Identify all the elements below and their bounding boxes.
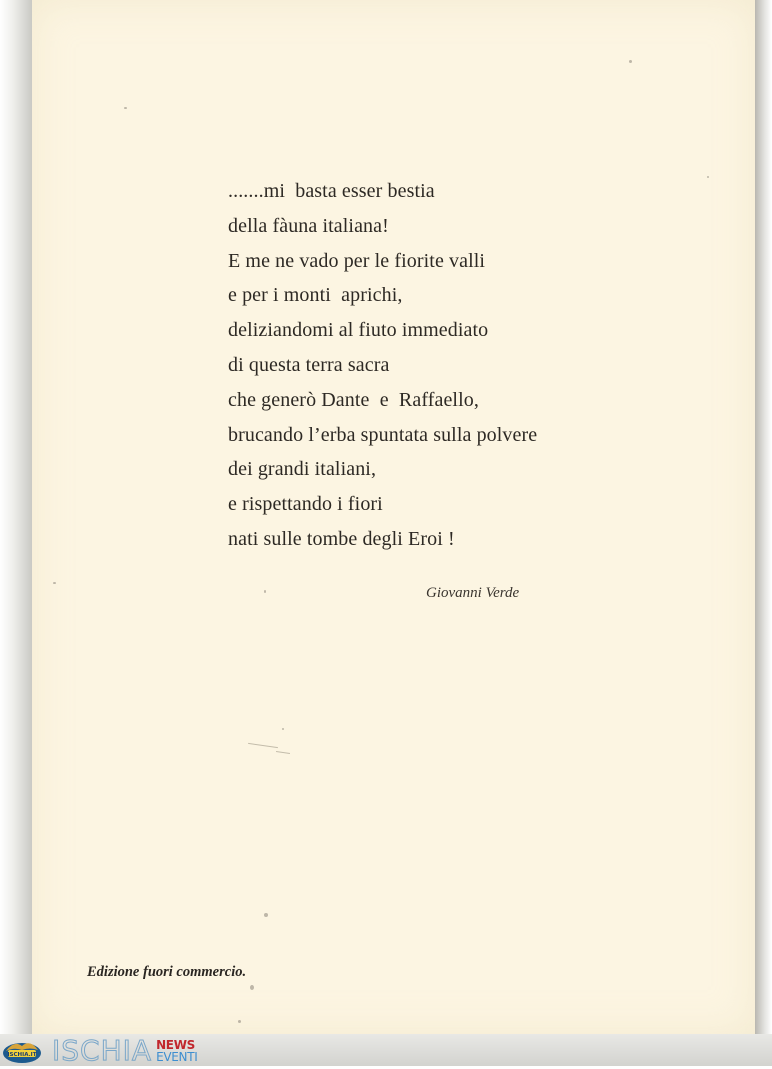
footer-logo — [2, 1034, 198, 1067]
paper-speck — [264, 590, 266, 593]
ischia-badge-logo — [2, 1038, 42, 1064]
logo-tagline — [156, 1039, 197, 1063]
poem-line: deliziandomi al fiuto immediato — [228, 319, 489, 342]
edition-note: Edizione fuori commercio. — [87, 964, 247, 980]
paper-speck — [250, 985, 254, 990]
poem-line: brucando l’erba spuntata sulla polvere — [228, 423, 538, 446]
paper-speck — [264, 913, 268, 917]
poem-author: Giovanni Verde — [426, 585, 520, 601]
scan-left-edge — [0, 0, 32, 1040]
paper-speck — [707, 176, 709, 178]
poem-line: dei grandi italiani, — [228, 458, 377, 481]
book-page — [32, 0, 755, 1034]
poem-line: E me ne vado per le fiorite valli — [228, 249, 486, 272]
badge-label: ISCHIA.IT — [7, 1052, 37, 1058]
poem-text — [228, 174, 537, 557]
poem-line: della fàuna italiana! — [228, 214, 389, 237]
poem-line: e per i monti aprichi, — [228, 284, 403, 307]
paper-speck — [53, 582, 56, 584]
logo-news-text: NEWS — [156, 1038, 195, 1052]
scan-right-edge — [755, 0, 772, 1040]
paper-speck — [124, 107, 127, 109]
logo-eventi-text: EVENTI — [156, 1050, 198, 1064]
scan-mark — [276, 751, 290, 754]
poem-line: e rispettando i fiori — [228, 493, 383, 516]
scan-mark — [248, 743, 278, 748]
logo-wordmark: ISCHIA — [52, 1034, 153, 1067]
poem-line: nati sulle tombe degli Eroi ! — [228, 527, 455, 550]
poem-line: di questa terra sacra — [228, 353, 390, 376]
poem-line: .......mi basta esser bestia — [228, 180, 435, 202]
poem-line: che generò Dante e Raffaello, — [228, 388, 479, 411]
paper-speck — [629, 60, 632, 63]
paper-speck — [282, 728, 284, 730]
paper-speck — [238, 1020, 241, 1023]
